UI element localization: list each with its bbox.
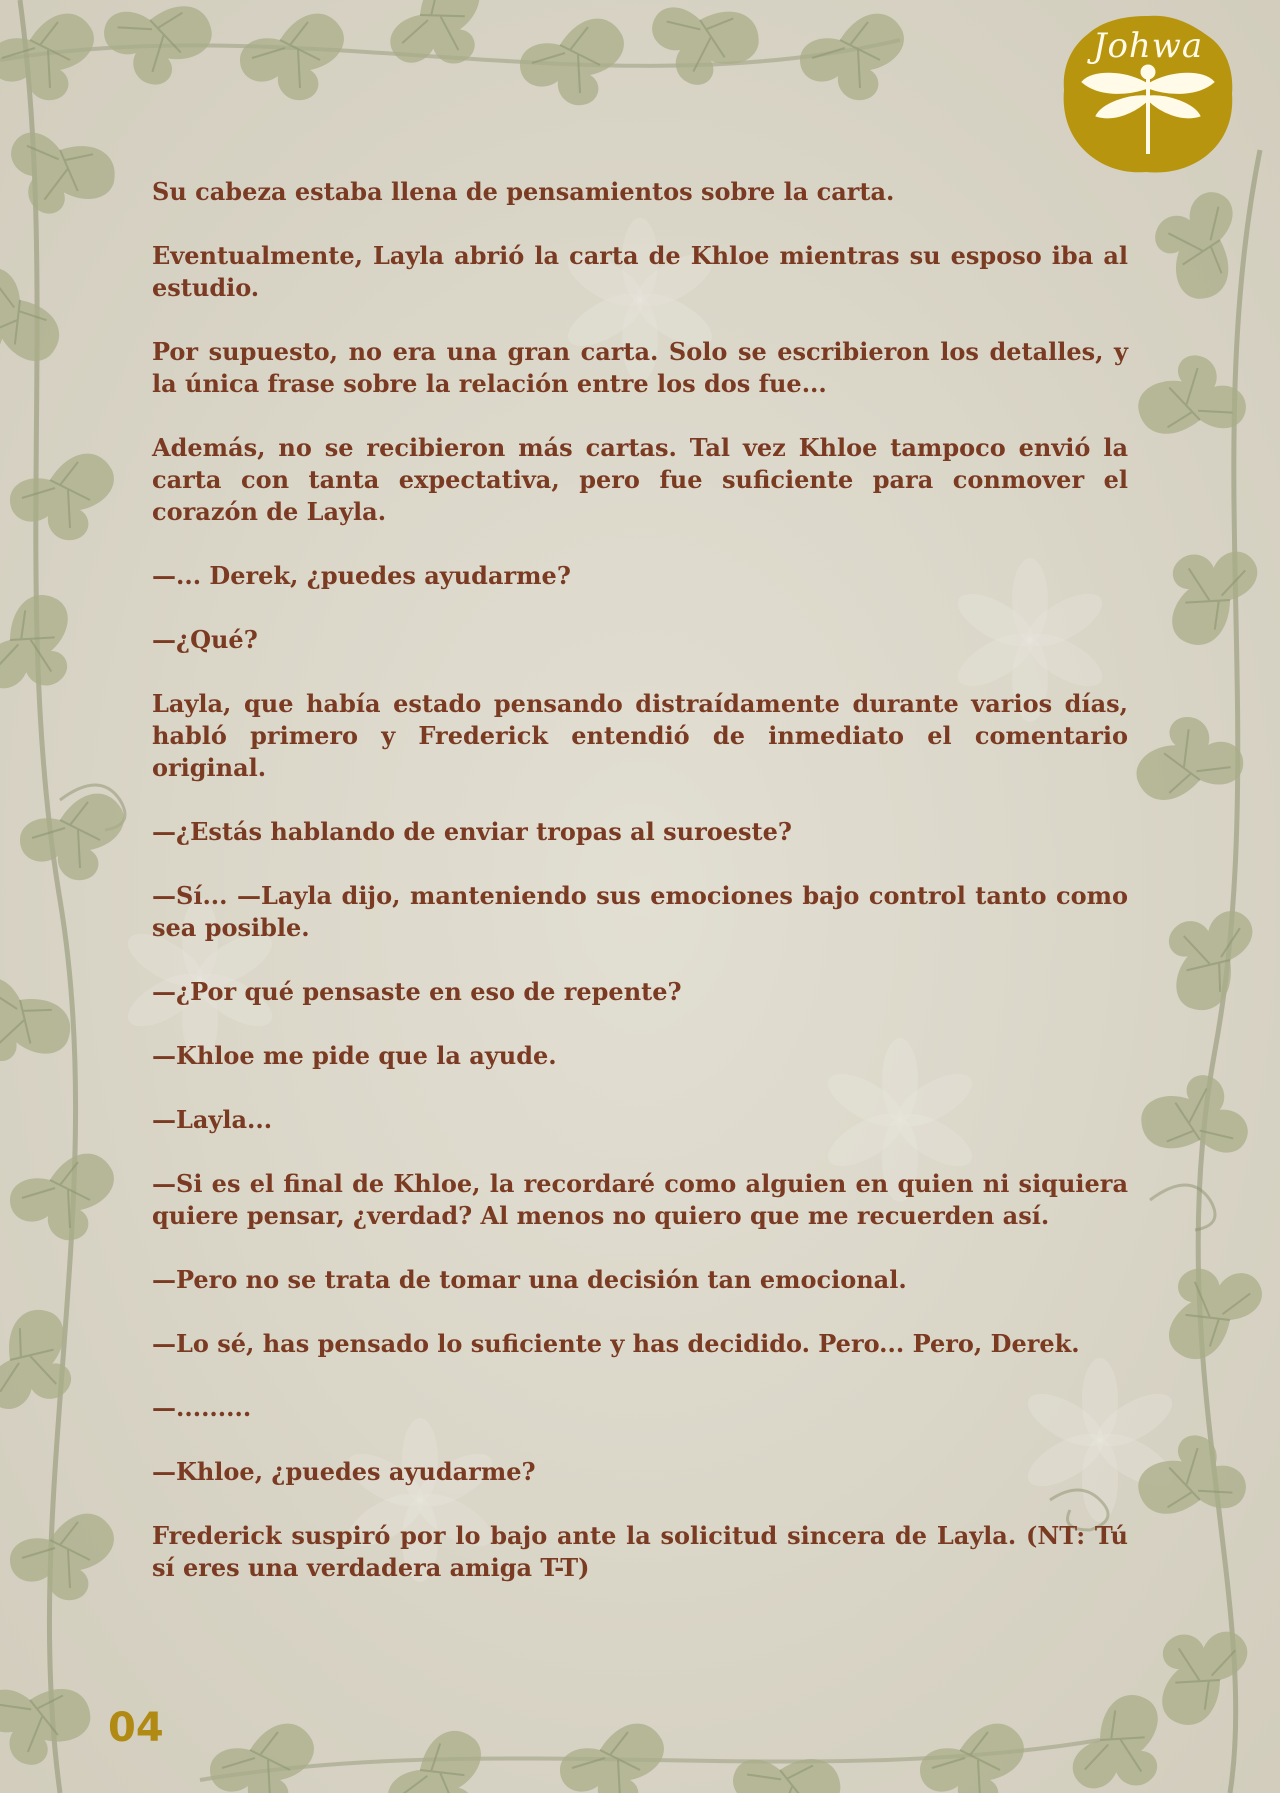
page-number: 04 [108,1705,164,1751]
dialogue-line: —Si es el final de Khloe, la recordaré como alguien en quien ni siquiera quiere pensar, ¿verdad? Al menos no quiero que me recuerden así. [152,1169,1128,1230]
dialogue-line: —Layla... [152,1105,273,1134]
dialogue-line: —Khloe me pide que la ayude. [152,1041,557,1070]
paragraph: Por supuesto, no era una gran carta. Solo se escribieron los detalles, y la única frase sobre la relación entre los dos fue... [152,337,1128,398]
johwa-logo [1060,12,1236,176]
dialogue-line: —... Derek, ¿puedes ayudarme? [152,561,571,590]
story-text [152,176,1128,1616]
dialogue-line: —Lo sé, has pensado lo suficiente y has decidido. Pero... Pero, Derek. [152,1329,1080,1358]
dialogue-line: —......... [152,1393,252,1422]
paragraph: Su cabeza estaba llena de pensamientos sobre la carta. [152,177,895,206]
paragraph: Layla, que había estado pensando distraídamente durante varios días, habló primero y Frederick entendió de inmediato el comentario original. [152,689,1128,782]
dialogue-line: —Khloe, ¿puedes ayudarme? [152,1457,536,1486]
logo-text: Johwa [1092,26,1204,66]
paragraph: Frederick suspiró por lo bajo ante la solicitud sincera de Layla. (NT: Tú sí eres una verdadera amiga T-T) [152,1521,1128,1582]
paragraph: Además, no se recibieron más cartas. Tal vez Khloe tampoco envió la carta con tanta expectativa, pero fue suficiente para conmover el corazón de Layla. [152,433,1128,526]
dialogue-line: —¿Por qué pensaste en eso de repente? [152,977,682,1006]
paragraph: Eventualmente, Layla abrió la carta de Khloe mientras su esposo iba al estudio. [152,241,1128,302]
dialogue-line: —¿Qué? [152,625,258,654]
dialogue-line: —Pero no se trata de tomar una decisión tan emocional. [152,1265,907,1294]
dialogue-line: —Sí... —Layla dijo, manteniendo sus emociones bajo control tanto como sea posible. [152,881,1128,942]
dialogue-line: —¿Estás hablando de enviar tropas al suroeste? [152,817,792,846]
